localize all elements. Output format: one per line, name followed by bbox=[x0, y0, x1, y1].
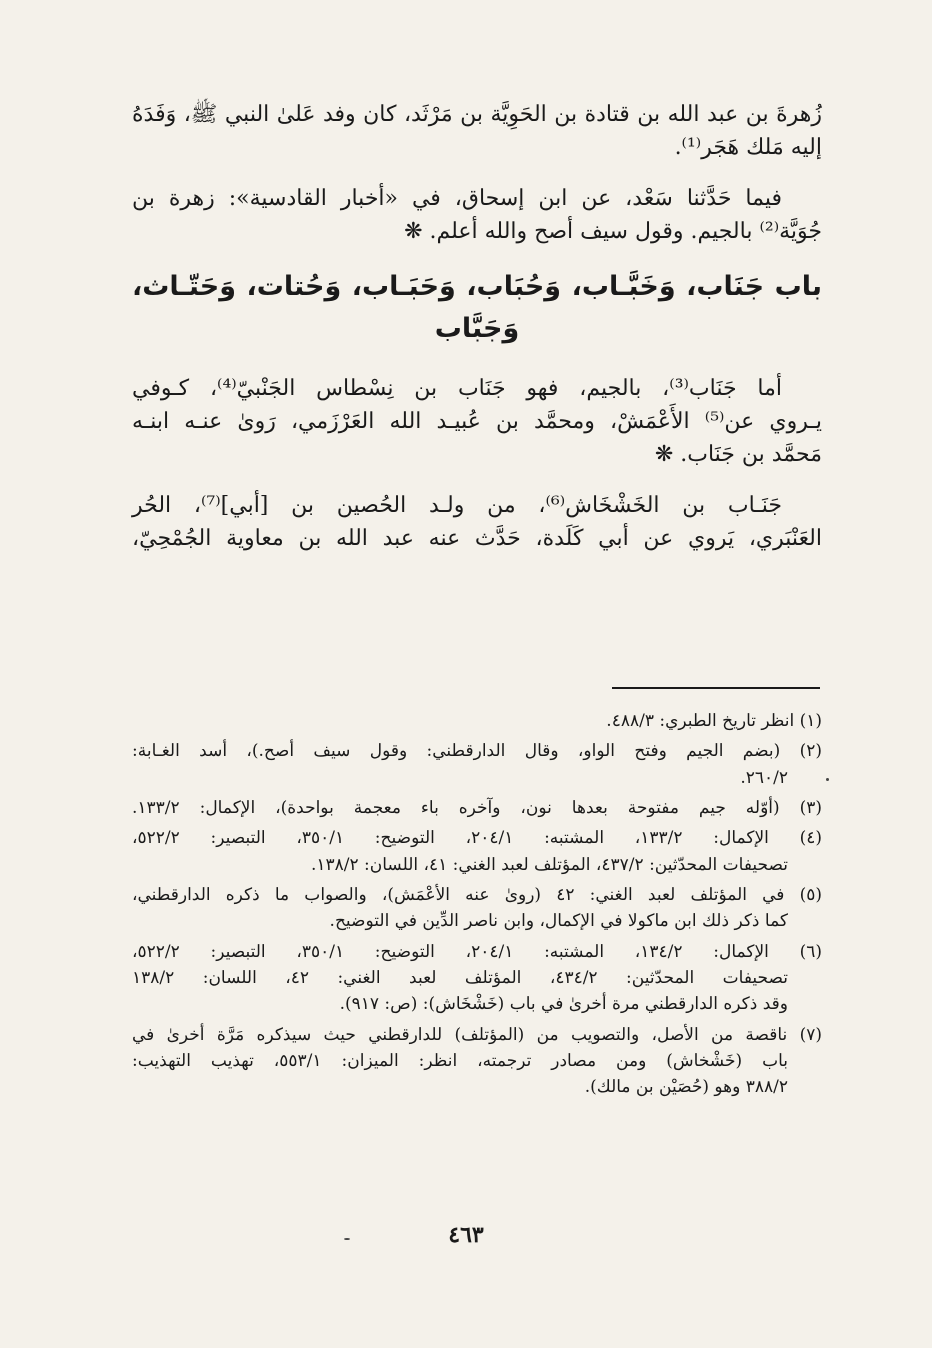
print-speck bbox=[826, 778, 829, 781]
footnote-line: وقد ذكره الدارقطني مرة أخرىٰ في باب (خَشْخَاش): (ص: ٩١٧). bbox=[339, 994, 788, 1015]
footnote-separator bbox=[612, 687, 820, 689]
section-heading bbox=[132, 266, 822, 350]
text-line: أما جَنَاب⁽³⁾، بالجيم، فهو جَنَاب بن نِسْطاس الجَنْبيّ⁽⁴⁾، كـوفي bbox=[132, 375, 782, 401]
footnote-line: ٣٨٨/٢ وهو (حُصَيْن بن مالك). bbox=[584, 1077, 788, 1098]
footnote-3 bbox=[132, 795, 822, 821]
heading-line: باب جَنَاب، وَخَبَّـاب، وَحُبَاب، وَحَبَـاب، وَحُتات، وَحَتّـاث، bbox=[132, 271, 822, 302]
text-line: مَحمَّد بن جَنَاب. ❋ bbox=[654, 441, 822, 467]
print-speck bbox=[344, 1238, 350, 1240]
footnote-1 bbox=[132, 708, 822, 734]
paragraph-ibn-ishaq bbox=[132, 182, 822, 248]
footnote-line: تصحيفات المحدّثين: ٤٣٤/٢، المؤتلف لعبد الغني: ٤٢، اللسان: ١٣٨/٢ bbox=[132, 968, 788, 989]
footnotes bbox=[132, 708, 822, 1105]
text-line: زُهرةَ بن عبد الله بن قتادة بن الحَوِيَّة بن مَرْثَد، كان وفد عَلىٰ النبي ﷺ، وَفَدَهُ bbox=[132, 102, 822, 127]
text-line: إليه مَلك هَجَر⁽¹⁾. bbox=[674, 135, 822, 160]
footnote-line: كما ذكر ذلك ابن ماكولا في الإكمال، وابن ناصر الدِّين في التوضيح. bbox=[329, 911, 788, 932]
text-line: فيما حَدَّثنا سَعْد، عن ابن إسحاق، في «أخبار القادسية»: زهرة بن bbox=[132, 186, 782, 211]
footnote-2 bbox=[132, 738, 822, 791]
text-line: جَنَـاب بن الخَشْخَاش⁽⁶⁾، من ولـد الحُصين بن [أبي]⁽⁷⁾، الحُر bbox=[132, 492, 782, 518]
heading-line: وَجَبَّاب bbox=[434, 312, 520, 344]
page-number: ٤٦٣ bbox=[448, 1222, 484, 1248]
footnote-line: (٤) الإكمال: ١٣٣/٢، المشتبه: ٢٠٤/١، التوضيح: ٣٥٠/١، التبصير: ٥٢٢/٢، bbox=[132, 828, 822, 849]
paragraph-janab-khashkhash bbox=[132, 489, 822, 555]
paragraph-zuhra bbox=[132, 98, 822, 164]
text-line: يـروي عن⁽⁵⁾ الأَعْمَشْ، ومحمَّد بن عُبيـد الله العَرْزَمي، رَوىٰ عنـه ابنـه bbox=[132, 408, 822, 434]
footnote-line: باب (خَشْخاش) ومن مصادر ترجمته، انظر: الميزان: ٥٥٣/١، تهذيب التهذيب: bbox=[132, 1051, 788, 1072]
footnote-line: (٥) في المؤتلف لعبد الغني: ٤٢ (روىٰ عنه الأعْمَش)، والصواب ما ذكره الدارقطني، bbox=[132, 885, 822, 906]
footnote-line: (١) انظر تاريخ الطبري: ٤٨٨/٣. bbox=[606, 711, 822, 731]
footnote-5 bbox=[132, 882, 822, 935]
footnote-6 bbox=[132, 939, 822, 1018]
footnote-line: تصحيفات المحدّثين: ٤٣٧/٢، المؤتلف لعبد الغني: ٤١، اللسان: ١٣٨/٢. bbox=[310, 854, 788, 875]
text-line: جُوَيَّة⁽²⁾ بالجيم. وقول سيف أصح والله أعلم. ❋ bbox=[404, 219, 822, 244]
footnote-line: (٣) (أوّله جيم مفتوحة بعدها نون، وآخره باء معجمة بواحدة)، الإكمال: ١٣٣/٢. bbox=[132, 798, 822, 819]
footnote-4 bbox=[132, 825, 822, 878]
text-line: العَنْبَري، يَروي عن أبي كَلَدة، حَدَّث عنه عبد الله بن معاوية الجُمْحِيّ، bbox=[132, 525, 822, 551]
footnote-line: (٢) (بضم الجيم وفتح الواو، وقال الدارقطني: وقول سيف أصح.)، أسد الغـابة: bbox=[132, 741, 822, 762]
main-text bbox=[132, 98, 822, 573]
footnote-line: (٦) الإكمال: ١٣٤/٢، المشتبه: ٢٠٤/١، التوضيح: ٣٥٠/١، التبصير: ٥٢٢/٢، bbox=[132, 941, 822, 962]
paragraph-janab bbox=[132, 372, 822, 471]
footnote-line: (٧) ناقصة من الأصل، والتصويب من (المؤتلف) للدارقطني حيث سيذكره مَرَّة أخرىٰ في bbox=[132, 1024, 822, 1045]
footnote-line: ٢٦٠/٢. bbox=[740, 767, 788, 788]
footnote-7 bbox=[132, 1022, 822, 1101]
